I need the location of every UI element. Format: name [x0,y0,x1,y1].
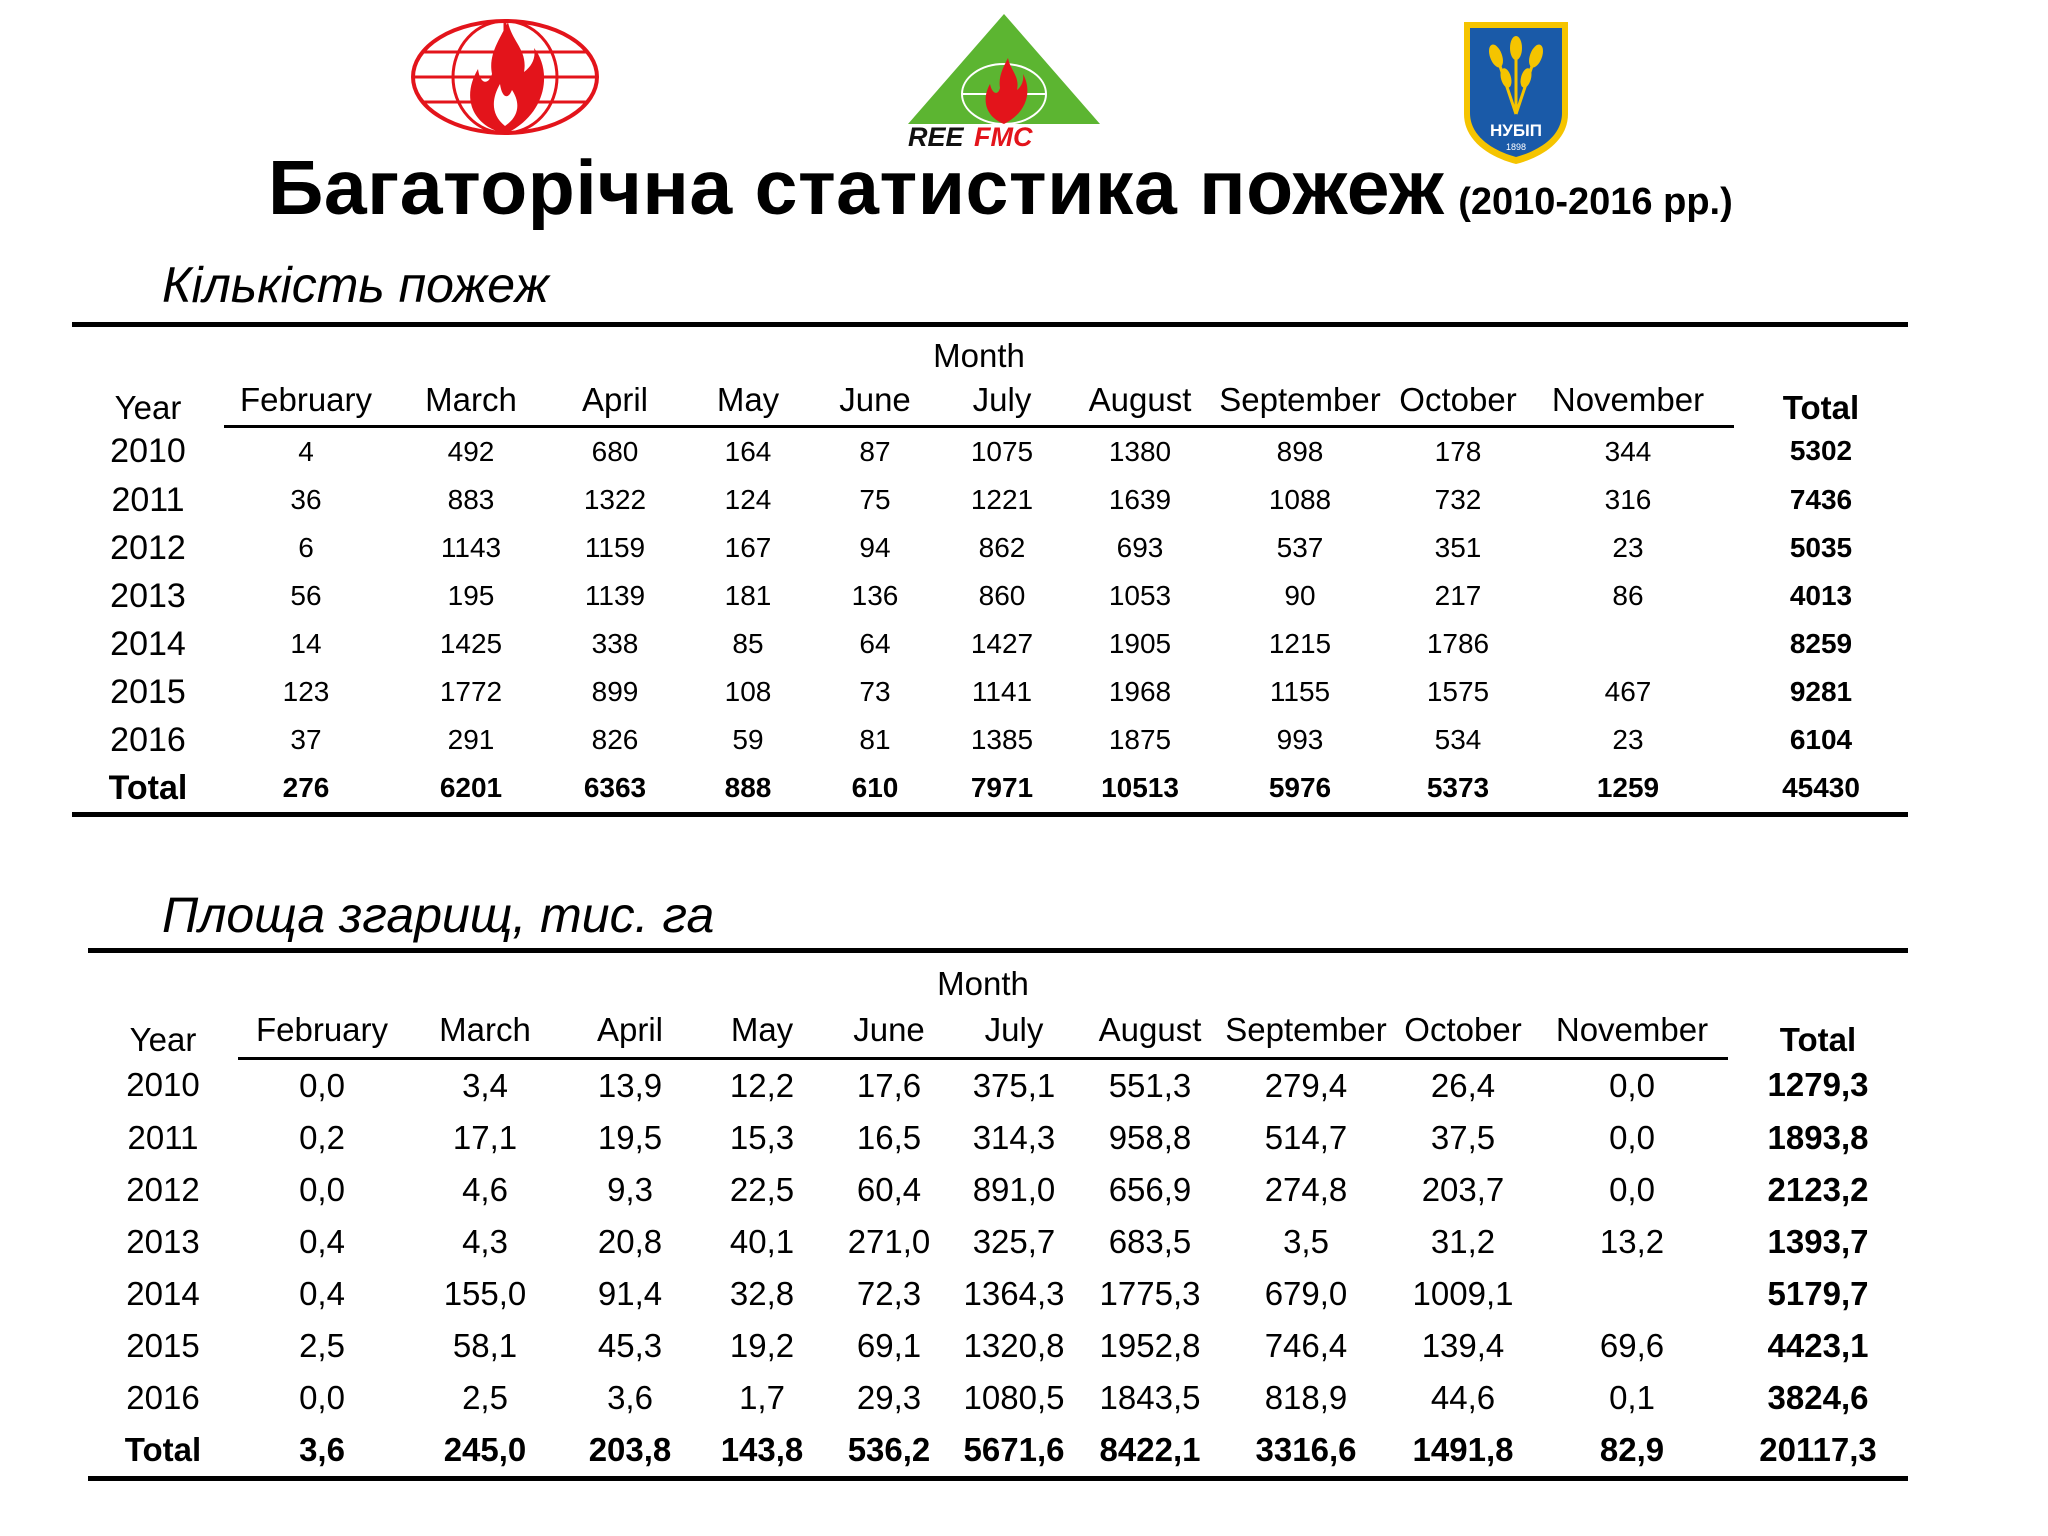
value-cell: 1,7 [739,1379,785,1416]
flame-globe-logo [408,14,602,140]
value-cell: 351 [1434,532,1482,563]
value-cell: 58,1 [452,1327,518,1364]
row-total-cell: 4423,1 [1767,1327,1869,1364]
value-cell: 94 [859,532,891,563]
value-cell: 245,0 [443,1431,527,1468]
value-cell: 274,8 [1264,1171,1348,1208]
value-cell: 3,5 [1283,1223,1329,1260]
row-total-cell: 4013 [1789,580,1853,611]
value-cell: 16,5 [856,1119,922,1156]
table-row [88,1112,1908,1164]
total-label-cell: Total [108,768,188,807]
value-cell: 32,8 [729,1275,795,1312]
table-row [88,1059,1908,1113]
value-cell: 0,0 [299,1171,345,1208]
value-cell: 883 [447,484,495,515]
value-cell: 90 [1284,580,1316,611]
month-header-cell: April [554,375,676,427]
value-cell: 72,3 [856,1275,922,1312]
value-cell: 537 [1276,532,1324,563]
reefmc-logo [904,12,1104,150]
value-cell: 3,6 [299,1431,345,1468]
value-cell: 31,2 [1430,1223,1496,1260]
value-cell: 164 [724,436,772,467]
value-cell: 610 [851,772,899,803]
month-header-cell: March [388,375,554,427]
row-total-cell: 1893,8 [1767,1119,1869,1156]
year-cell: 2012 [126,1171,200,1208]
value-cell: 108 [724,676,772,707]
value-cell [1536,1268,1728,1320]
month-header-cell: May [696,1003,828,1059]
value-cell: 0,4 [299,1223,345,1260]
title-main: Багаторічна статистика пожеж [268,145,1445,231]
row-total-cell: 5179,7 [1767,1275,1869,1312]
value-cell: 15,3 [729,1119,795,1156]
table-row [72,620,1908,668]
value-cell: 860 [978,580,1026,611]
table-row [72,524,1908,572]
fire-count-subtitle: Кількість пожеж [162,257,549,313]
value-cell: 958,8 [1108,1119,1192,1156]
year-cell: 2015 [126,1327,200,1364]
value-cell: 338 [591,628,639,659]
value-cell: 87 [859,436,891,467]
value-cell: 10513 [1101,772,1179,803]
burned-area-table [88,948,1908,1481]
value-cell: 5976 [1268,772,1332,803]
row-total-cell: 6104 [1789,724,1853,755]
value-cell: 9,3 [607,1171,653,1208]
value-cell: 3,4 [462,1067,508,1104]
value-cell: 683,5 [1108,1223,1192,1260]
value-cell: 44,6 [1430,1379,1496,1416]
value-cell: 124 [724,484,772,515]
value-cell: 1088 [1268,484,1332,515]
table-row [88,1216,1908,1268]
value-cell: 1875 [1108,724,1172,755]
value-cell: 279,4 [1264,1067,1348,1104]
value-cell: 679,0 [1264,1275,1348,1312]
value-cell: 217 [1434,580,1482,611]
year-cell: 2013 [110,576,186,615]
value-cell: 862 [978,532,1026,563]
value-cell: 1221 [970,484,1034,515]
value-cell: 13,9 [597,1067,663,1104]
year-cell: 2016 [126,1379,200,1416]
value-cell: 123 [282,676,330,707]
value-cell: 891,0 [972,1171,1056,1208]
year-cell: 2015 [110,672,186,711]
value-cell: 1491,8 [1412,1431,1514,1468]
value-cell: 5671,6 [963,1431,1065,1468]
svg-text:НУБІП: НУБІП [1489,121,1543,140]
value-cell: 1322 [583,484,647,515]
row-total-cell: 5302 [1789,435,1853,467]
value-cell: 4 [298,436,314,467]
year-cell: 2012 [110,528,186,567]
page-title [268,144,1828,233]
value-cell: 1009,1 [1412,1275,1514,1312]
table-row [88,1268,1908,1320]
month-header-cell: April [564,1003,696,1059]
value-cell: 17,6 [856,1067,922,1104]
month-header: Month [937,965,1029,1002]
value-cell: 1775,3 [1099,1275,1201,1312]
value-cell: 3,6 [607,1379,653,1416]
value-cell: 203,8 [588,1431,672,1468]
value-cell: 344 [1604,436,1652,467]
value-cell: 85 [732,628,764,659]
value-cell: 19,5 [597,1119,663,1156]
month-header-cell: September [1206,375,1394,427]
value-cell: 0,1 [1609,1379,1655,1416]
value-cell: 19,2 [729,1327,795,1364]
value-cell: 1380 [1108,436,1172,467]
value-cell: 888 [724,772,772,803]
year-cell: 2013 [126,1223,200,1260]
table-row [72,716,1908,764]
value-cell: 1053 [1108,580,1172,611]
month-header-cell: June [828,1003,950,1059]
value-cell: 1639 [1108,484,1172,515]
row-total-cell: 9281 [1789,676,1853,707]
value-cell: 514,7 [1264,1119,1348,1156]
month-header-cell: November [1522,375,1734,427]
month-header: Month [933,337,1025,374]
fire-count-table [72,322,1908,817]
fire-count-table-body [72,427,1908,815]
month-header-cell: June [820,375,930,427]
value-cell: 0,0 [1609,1067,1655,1104]
value-cell: 0,0 [1609,1171,1655,1208]
value-cell: 1575 [1426,676,1490,707]
value-cell: 143,8 [720,1431,804,1468]
value-cell: 818,9 [1264,1379,1348,1416]
value-cell: 0,0 [1609,1119,1655,1156]
value-cell: 139,4 [1421,1327,1505,1364]
value-cell: 1385 [970,724,1034,755]
value-cell: 29,3 [856,1379,922,1416]
value-cell: 136 [851,580,899,611]
value-cell: 81 [859,724,891,755]
year-cell: 2014 [126,1275,200,1312]
value-cell: 73 [859,676,891,707]
value-cell: 64 [859,628,891,659]
value-cell: 899 [591,676,639,707]
burned-area-subtitle: Площа згарищ, тис. га [162,887,715,943]
value-cell: 91,4 [597,1275,663,1312]
month-header-cell: October [1390,1003,1536,1059]
value-cell: 1141 [971,676,1033,707]
value-cell: 4,3 [462,1223,508,1260]
value-cell: 178 [1434,436,1482,467]
title-years: (2010-2016 рр.) [1458,181,1733,223]
row-total-cell: 7436 [1789,484,1853,515]
table-row [72,572,1908,620]
value-cell: 5373 [1426,772,1490,803]
value-cell: 17,1 [452,1119,518,1156]
value-cell: 1843,5 [1099,1379,1201,1416]
value-cell: 1968 [1108,676,1172,707]
value-cell: 7971 [970,772,1034,803]
table-row [88,1320,1908,1372]
total-header: Total [1779,1020,1857,1058]
table-row [88,1164,1908,1216]
row-total-cell: 8259 [1789,628,1853,659]
value-cell [1522,620,1734,668]
table-row [72,427,1908,477]
row-total-cell: 3824,6 [1767,1379,1869,1416]
value-cell: 8422,1 [1099,1431,1201,1468]
value-cell: 1786 [1426,628,1490,659]
value-cell: 1215 [1268,628,1332,659]
value-cell: 1320,8 [963,1327,1065,1364]
value-cell: 1080,5 [963,1379,1065,1416]
year-cell: 2011 [111,480,185,519]
value-cell: 203,7 [1421,1171,1505,1208]
month-header-cell: March [406,1003,564,1059]
value-cell: 1425 [439,628,503,659]
value-cell: 1905 [1108,628,1172,659]
value-cell: 12,2 [729,1067,795,1104]
month-header-cell: July [930,375,1074,427]
value-cell: 86 [1612,580,1644,611]
total-label-cell: Total [124,1431,202,1468]
value-cell: 1259 [1596,772,1660,803]
value-cell: 20,8 [597,1223,663,1260]
value-cell: 1139 [584,580,646,611]
month-header-cell: February [224,375,388,427]
value-cell: 732 [1434,484,1482,515]
value-cell: 6201 [439,772,503,803]
value-cell: 6363 [583,772,647,803]
value-cell: 6 [298,532,314,563]
value-cell: 181 [724,580,772,611]
value-cell: 155,0 [443,1275,527,1312]
value-cell: 551,3 [1108,1067,1192,1104]
year-header: Year [114,388,182,426]
value-cell: 23 [1612,724,1644,755]
value-cell: 59 [732,724,764,755]
value-cell: 1364,3 [963,1275,1065,1312]
row-total-cell: 45430 [1782,772,1860,803]
month-header-cell: July [950,1003,1078,1059]
year-cell: 2016 [110,720,186,759]
value-cell: 271,0 [847,1223,931,1260]
value-cell: 167 [724,532,772,563]
table-row [72,476,1908,524]
value-cell: 375,1 [972,1067,1056,1104]
value-cell: 22,5 [729,1171,795,1208]
value-cell: 1075 [970,436,1034,467]
table-row [72,668,1908,716]
value-cell: 56 [290,580,322,611]
month-header-cell: September [1222,1003,1390,1059]
row-total-cell: 1393,7 [1767,1223,1869,1260]
row-total-cell: 2123,2 [1767,1171,1869,1208]
year-cell: 2011 [127,1119,199,1156]
row-total-cell: 5035 [1789,532,1853,563]
value-cell: 746,4 [1264,1327,1348,1364]
total-row [72,764,1908,815]
value-cell: 492 [447,436,495,467]
svg-text:1898: 1898 [1505,142,1527,152]
value-cell: 13,2 [1599,1223,1665,1260]
value-cell: 37,5 [1430,1119,1496,1156]
month-header-cell: August [1074,375,1206,427]
value-cell: 2,5 [299,1327,345,1364]
value-cell: 314,3 [972,1119,1056,1156]
value-cell: 325,7 [972,1223,1056,1260]
value-cell: 1952,8 [1099,1327,1201,1364]
burned-area-table-body [88,1059,1908,1479]
value-cell: 0,2 [299,1119,345,1156]
svg-text:FMC: FMC [974,122,1033,150]
value-cell: 82,9 [1599,1431,1665,1468]
value-cell: 0,0 [299,1067,345,1104]
value-cell: 69,1 [856,1327,922,1364]
value-cell: 40,1 [729,1223,795,1260]
value-cell: 536,2 [847,1431,931,1468]
table-row [88,1372,1908,1424]
value-cell: 37 [290,724,322,755]
month-header-cell: November [1536,1003,1728,1059]
value-cell: 60,4 [856,1171,922,1208]
value-cell: 195 [447,580,495,611]
value-cell: 1772 [439,676,503,707]
svg-text:REE: REE [908,122,964,150]
total-row [88,1424,1908,1479]
value-cell: 45,3 [597,1327,663,1364]
value-cell: 693 [1116,532,1164,563]
value-cell: 23 [1612,532,1644,563]
value-cell: 4,6 [462,1171,508,1208]
value-cell: 36 [290,484,322,515]
value-cell: 0,4 [299,1275,345,1312]
value-cell: 534 [1434,724,1482,755]
value-cell: 680 [591,436,639,467]
value-cell: 75 [859,484,891,515]
month-header-cell: February [238,1003,406,1059]
month-header-cell: May [676,375,820,427]
value-cell: 1143 [440,532,502,563]
row-total-cell: 1279,3 [1767,1066,1869,1104]
value-cell: 467 [1604,676,1652,707]
value-cell: 69,6 [1599,1327,1665,1364]
value-cell: 656,9 [1108,1171,1192,1208]
year-cell: 2014 [110,624,186,663]
value-cell: 826 [591,724,639,755]
value-cell: 898 [1276,436,1324,467]
value-cell: 0,0 [299,1379,345,1416]
value-cell: 1155 [1269,676,1331,707]
value-cell: 1159 [584,532,646,563]
row-total-cell: 20117,3 [1759,1431,1877,1468]
year-cell: 2010 [126,1066,200,1104]
value-cell: 14 [290,628,322,659]
value-cell: 291 [447,724,495,755]
year-cell: 2010 [110,431,186,470]
month-header-cell: October [1394,375,1522,427]
value-cell: 993 [1276,724,1324,755]
month-header-cell: August [1078,1003,1222,1059]
value-cell: 276 [282,772,330,803]
total-header: Total [1782,388,1860,426]
year-header: Year [129,1020,197,1058]
value-cell: 316 [1604,484,1652,515]
value-cell: 2,5 [462,1379,508,1416]
value-cell: 3316,6 [1255,1431,1357,1468]
value-cell: 26,4 [1430,1067,1496,1104]
value-cell: 1427 [970,628,1034,659]
